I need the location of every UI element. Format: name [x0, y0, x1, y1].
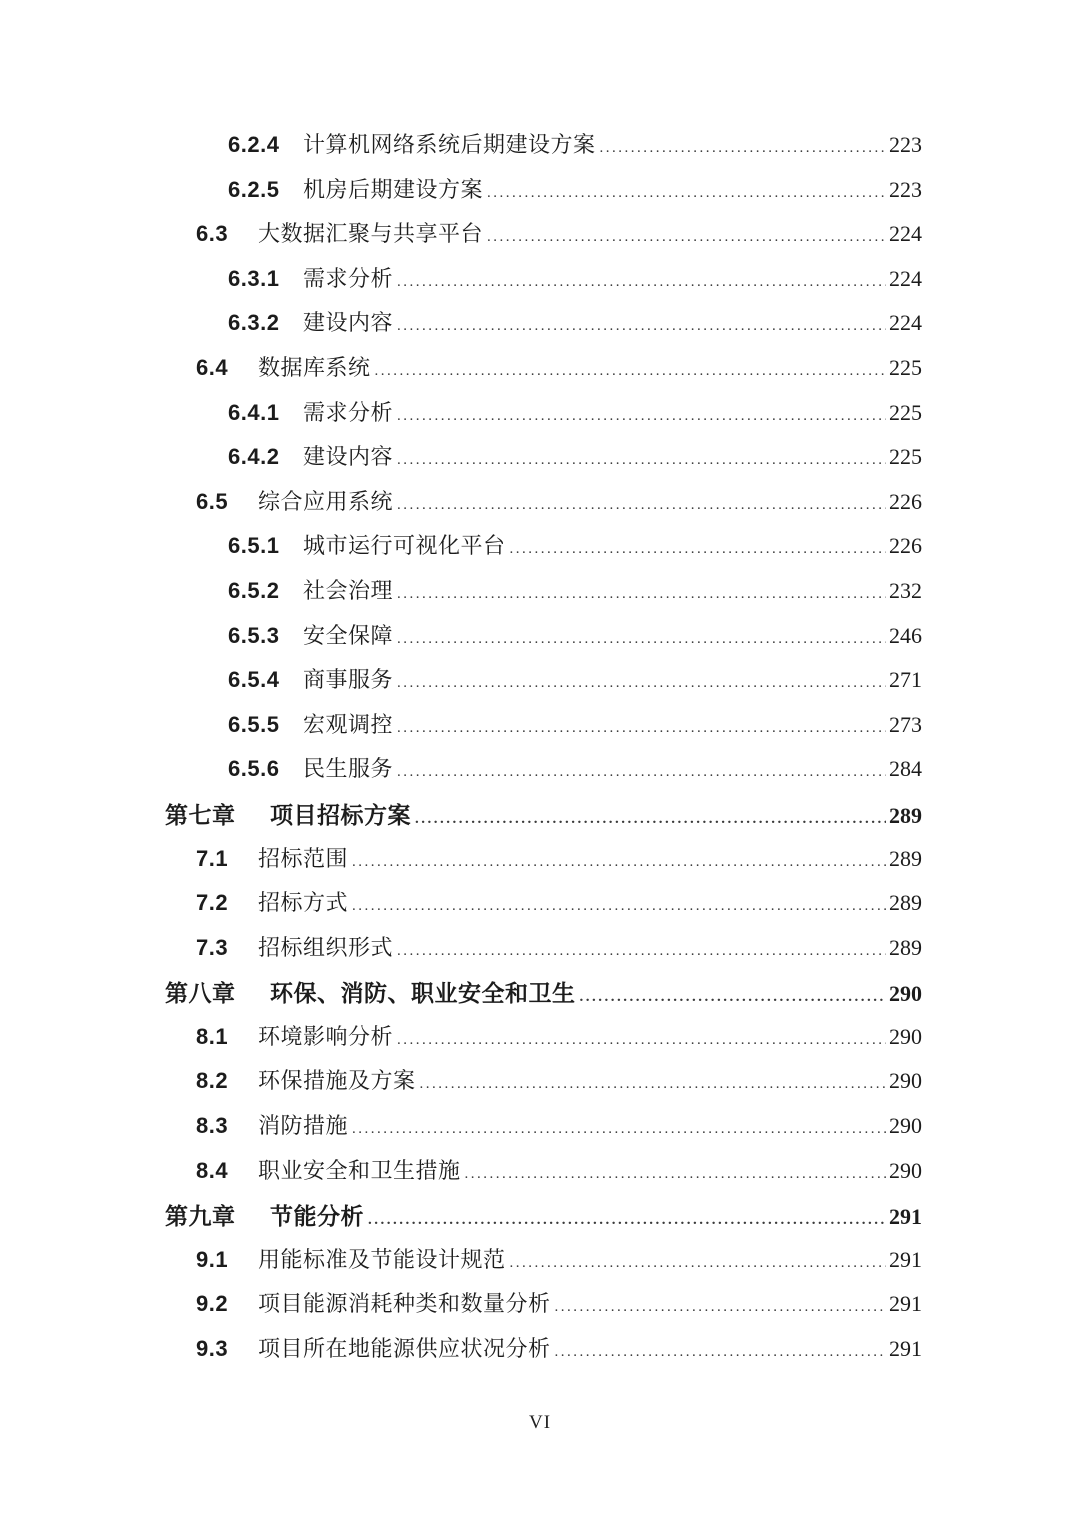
- toc-entry: [165, 396, 922, 441]
- toc-leader-dots: [397, 764, 886, 781]
- toc-entry-number: 8.4: [196, 1157, 229, 1183]
- toc-entry-title: 环保、消防、职业安全和卫生: [270, 981, 576, 1007]
- toc-entry: [165, 842, 922, 887]
- toc-entry-title: 数据库系统: [258, 354, 371, 380]
- toc-entry: [165, 306, 922, 351]
- toc-entry-title: 消防措施: [258, 1113, 349, 1139]
- toc-entry-number: 8.3: [196, 1113, 229, 1139]
- toc-entry-number: 9.1: [196, 1246, 229, 1272]
- toc-entry-number: 6.5.5: [228, 711, 280, 737]
- toc-entry: [165, 1332, 922, 1377]
- toc-entry-title: 安全保障: [303, 622, 394, 648]
- toc-entry-page: 225: [889, 399, 922, 425]
- toc-entry-page: 289: [889, 845, 922, 871]
- toc-entry-page: 291: [889, 1291, 922, 1317]
- toc-list: [165, 128, 922, 1377]
- toc-entry-number: 6.4: [196, 354, 229, 380]
- toc-entry-page: 290: [889, 1068, 922, 1094]
- toc-leader-dots: [487, 185, 886, 202]
- toc-entry-title: 需求分析: [303, 265, 394, 291]
- toc-leader-dots: [352, 1121, 886, 1138]
- toc-entry: [165, 1109, 922, 1154]
- toc-entry-title: 商事服务: [303, 667, 394, 693]
- toc-entry-number: 6.4.1: [228, 399, 280, 425]
- toc-entry-number: 6.5: [196, 488, 229, 514]
- toc-entry-page: 224: [889, 221, 922, 247]
- toc-entry-page: 273: [889, 711, 922, 737]
- toc-entry: [165, 351, 922, 396]
- toc-entry-number: 6.3.1: [228, 265, 280, 291]
- toc-entry-page: 289: [889, 890, 922, 916]
- toc-entry: [165, 797, 922, 842]
- toc-entry-page: 226: [889, 488, 922, 514]
- toc-entry: [165, 1154, 922, 1199]
- toc-entry-title: 项目能源消耗种类和数量分析: [258, 1291, 551, 1317]
- toc-entry: [165, 529, 922, 574]
- toc-leader-dots: [352, 854, 886, 871]
- toc-entry: [165, 128, 922, 173]
- toc-entry-page: 223: [889, 176, 922, 202]
- toc-entry-page: 246: [889, 622, 922, 648]
- toc-entry: [165, 663, 922, 708]
- toc-leader-dots: [487, 229, 886, 246]
- toc-entry-page: 224: [889, 310, 922, 336]
- toc-entry-number: 8.1: [196, 1023, 229, 1049]
- toc-leader-dots: [510, 541, 886, 558]
- toc-entry-title: 机房后期建设方案: [303, 176, 484, 202]
- toc-entry: [165, 173, 922, 218]
- toc-entry: [165, 1064, 922, 1109]
- toc-entry-page: 290: [889, 1023, 922, 1049]
- toc-entry-page: 290: [889, 981, 922, 1007]
- toc-entry-title: 招标组织形式: [258, 934, 394, 960]
- toc-leader-dots: [397, 586, 886, 603]
- toc-entry-title: 综合应用系统: [258, 488, 394, 514]
- toc-leader-dots: [397, 274, 886, 291]
- toc-entry: [165, 886, 922, 931]
- toc-entry-title: 职业安全和卫生措施: [258, 1157, 461, 1183]
- toc-entry-number: 8.2: [196, 1068, 229, 1094]
- toc-entry: [165, 619, 922, 664]
- toc-entry: [165, 708, 922, 753]
- toc-entry-number: 6.5.4: [228, 667, 280, 693]
- toc-entry-title: 社会治理: [303, 577, 394, 603]
- toc-entry-number: 第九章: [165, 1204, 236, 1230]
- toc-entry-number: 6.5.2: [228, 577, 280, 603]
- toc-entry: [165, 752, 922, 797]
- toc-entry-number: 6.2.4: [228, 132, 280, 157]
- toc-entry-number: 9.3: [196, 1336, 229, 1362]
- toc-leader-dots: [555, 1299, 886, 1316]
- toc-entry-number: 第七章: [165, 802, 236, 828]
- toc-entry-number: 6.5.3: [228, 622, 280, 648]
- toc-entry: [165, 975, 922, 1020]
- toc-leader-dots: [397, 452, 886, 469]
- toc-leader-dots: [397, 1032, 886, 1049]
- footer-page-number: VI: [528, 1412, 552, 1433]
- toc-leader-dots: [368, 1212, 886, 1229]
- toc-entry-title: 招标范围: [258, 845, 349, 871]
- toc-leader-dots: [580, 989, 887, 1006]
- toc-entry-page: 225: [889, 354, 922, 380]
- toc-entry-page: 291: [889, 1204, 922, 1230]
- toc-entry-page: 290: [889, 1157, 922, 1183]
- toc-entry-title: 环保措施及方案: [258, 1068, 416, 1094]
- toc-leader-dots: [397, 720, 886, 737]
- toc-entry-page: 271: [889, 667, 922, 693]
- toc-entry-page: 284: [889, 756, 922, 782]
- toc-leader-dots: [397, 408, 886, 425]
- toc-entry-title: 用能标准及节能设计规范: [258, 1246, 506, 1272]
- toc-entry-number: 7.2: [196, 890, 229, 916]
- toc-entry-title: 招标方式: [258, 890, 349, 916]
- toc-entry: [165, 217, 922, 262]
- toc-entry-page: 232: [889, 577, 922, 603]
- toc-entry-page: 289: [889, 802, 922, 828]
- toc-entry-title: 项目招标方案: [270, 802, 411, 828]
- toc-entry-title: 大数据汇聚与共享平台: [258, 221, 484, 247]
- toc-entry-title: 项目所在地能源供应状况分析: [258, 1336, 551, 1362]
- toc-leader-dots: [465, 1166, 886, 1183]
- toc-entry-title: 环境影响分析: [258, 1023, 394, 1049]
- toc-entry-title: 民生服务: [303, 756, 394, 782]
- toc-entry-number: 6.5.1: [228, 533, 280, 559]
- toc-entry-title: 计算机网络系统后期建设方案: [303, 132, 596, 157]
- toc-entry-number: 7.1: [196, 845, 229, 871]
- toc-entry-number: 6.3: [196, 221, 229, 247]
- toc-entry-number: 第八章: [165, 981, 236, 1007]
- toc-entry-number: 6.4.2: [228, 444, 280, 470]
- toc-entry-title: 节能分析: [270, 1204, 364, 1230]
- toc-entry-page: 226: [889, 533, 922, 559]
- toc-leader-dots: [352, 898, 886, 915]
- toc-entry-page: 223: [889, 132, 922, 157]
- toc-entry-number: 6.3.2: [228, 310, 280, 336]
- toc-entry: [165, 1243, 922, 1288]
- toc-leader-dots: [375, 363, 886, 380]
- toc-entry-title: 需求分析: [303, 399, 394, 425]
- toc-leader-dots: [397, 943, 886, 960]
- toc-leader-dots: [415, 811, 886, 828]
- toc-entry-title: 建设内容: [303, 444, 394, 470]
- toc-leader-dots: [510, 1255, 886, 1272]
- toc-leader-dots: [397, 631, 886, 648]
- toc-entry: [165, 1020, 922, 1065]
- toc-entry-title: 建设内容: [303, 310, 394, 336]
- toc-leader-dots: [600, 140, 886, 157]
- toc-entry-number: 6.5.6: [228, 756, 280, 782]
- toc-entry-page: 291: [889, 1246, 922, 1272]
- toc-entry-page: 224: [889, 265, 922, 291]
- toc-leader-dots: [397, 675, 886, 692]
- toc-entry: [165, 574, 922, 619]
- toc-entry: [165, 1198, 922, 1243]
- toc-entry: [165, 440, 922, 485]
- toc-entry-page: 225: [889, 444, 922, 470]
- toc-entry-number: 7.3: [196, 934, 229, 960]
- toc-entry-number: 9.2: [196, 1291, 229, 1317]
- toc-entry: [165, 1287, 922, 1332]
- toc-entry: [165, 931, 922, 976]
- toc-entry-title: 城市运行可视化平台: [303, 533, 506, 559]
- toc-entry-number: 6.2.5: [228, 176, 280, 202]
- toc-entry-page: 291: [889, 1336, 922, 1362]
- toc-entry-page: 290: [889, 1113, 922, 1139]
- toc-leader-dots: [397, 497, 886, 514]
- toc-entry: [165, 262, 922, 307]
- toc-leader-dots: [420, 1076, 886, 1093]
- toc-entry-page: 289: [889, 934, 922, 960]
- toc-entry-title: 宏观调控: [303, 711, 394, 737]
- toc-entry: [165, 485, 922, 530]
- toc-leader-dots: [555, 1344, 886, 1361]
- toc-leader-dots: [397, 318, 886, 335]
